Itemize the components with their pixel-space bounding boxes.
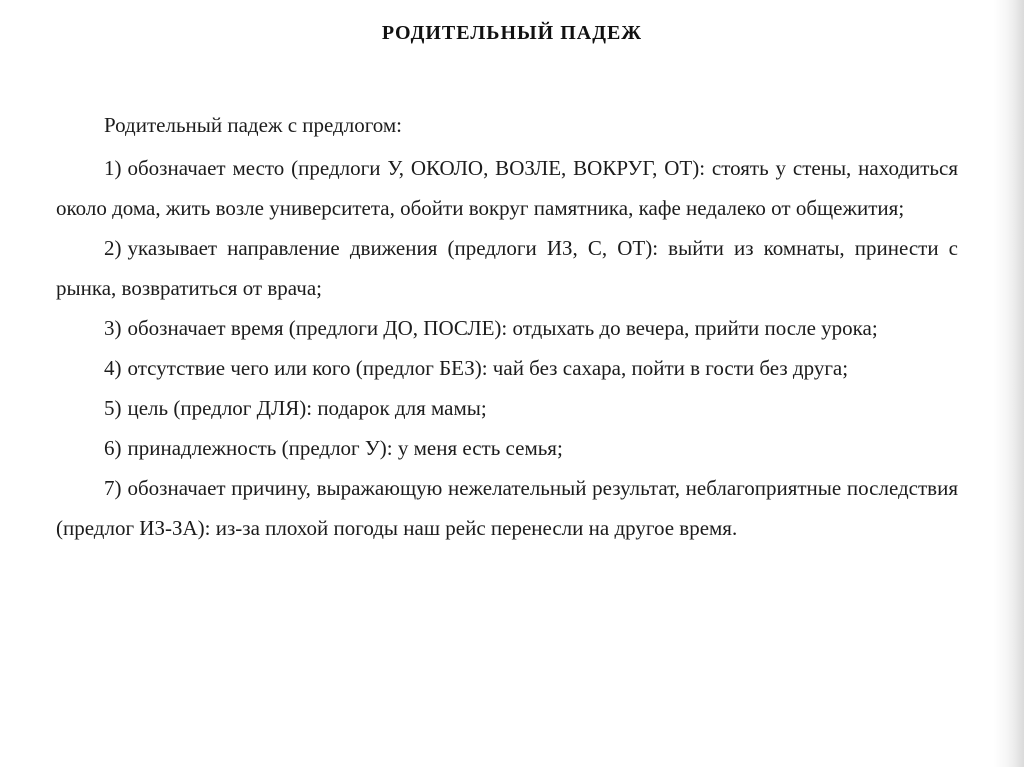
list-item-text: обозначает причину, выражающую нежелательный результат, неблагоприятные последствия (предлог ИЗ-ЗА): из-за плохой погоды наш рейс перенесли на другое время. — [56, 476, 958, 540]
list-item — [56, 228, 958, 308]
usage-list — [56, 148, 958, 548]
list-item-text: принадлежность (предлог У): у меня есть семья; — [127, 436, 563, 460]
list-item — [56, 468, 958, 548]
list-item — [56, 148, 958, 228]
list-item-number: 6) — [104, 436, 122, 460]
list-item-text: отсутствие чего или кого (предлог БЕЗ): чай без сахара, пойти в гости без друга; — [127, 356, 849, 380]
list-item-text: указывает направление движения (предлоги ИЗ, С, ОТ): выйти из комнаты, принести с рынка, возвратиться от врача; — [56, 236, 958, 300]
list-item — [56, 308, 958, 348]
list-item-number: 4) — [104, 356, 122, 380]
list-item — [56, 428, 958, 468]
list-item-number: 3) — [104, 316, 122, 340]
page-title: РОДИТЕЛЬНЫЙ ПАДЕЖ — [381, 22, 643, 44]
list-item-number: 1) — [104, 156, 122, 180]
list-item-text: обозначает время (предлоги ДО, ПОСЛЕ): отдыхать до вечера, прийти после урока; — [127, 316, 878, 340]
list-item-number: 2) — [104, 236, 122, 260]
list-item — [56, 388, 958, 428]
list-item — [56, 348, 958, 388]
intro-paragraph: Родительный падеж с предлогом: — [104, 113, 403, 137]
list-item-text: обозначает место (предлоги У, ОКОЛО, ВОЗЛЕ, ВОКРУГ, ОТ): стоять у стены, находиться около дома, жить возле университета, обойти вокруг памятника, кафе недалеко от общежития; — [56, 156, 958, 220]
list-item-text: цель (предлог ДЛЯ): подарок для мамы; — [127, 396, 487, 420]
list-item-number: 5) — [104, 396, 122, 420]
list-item-number: 7) — [104, 476, 122, 500]
document-body — [56, 112, 958, 548]
